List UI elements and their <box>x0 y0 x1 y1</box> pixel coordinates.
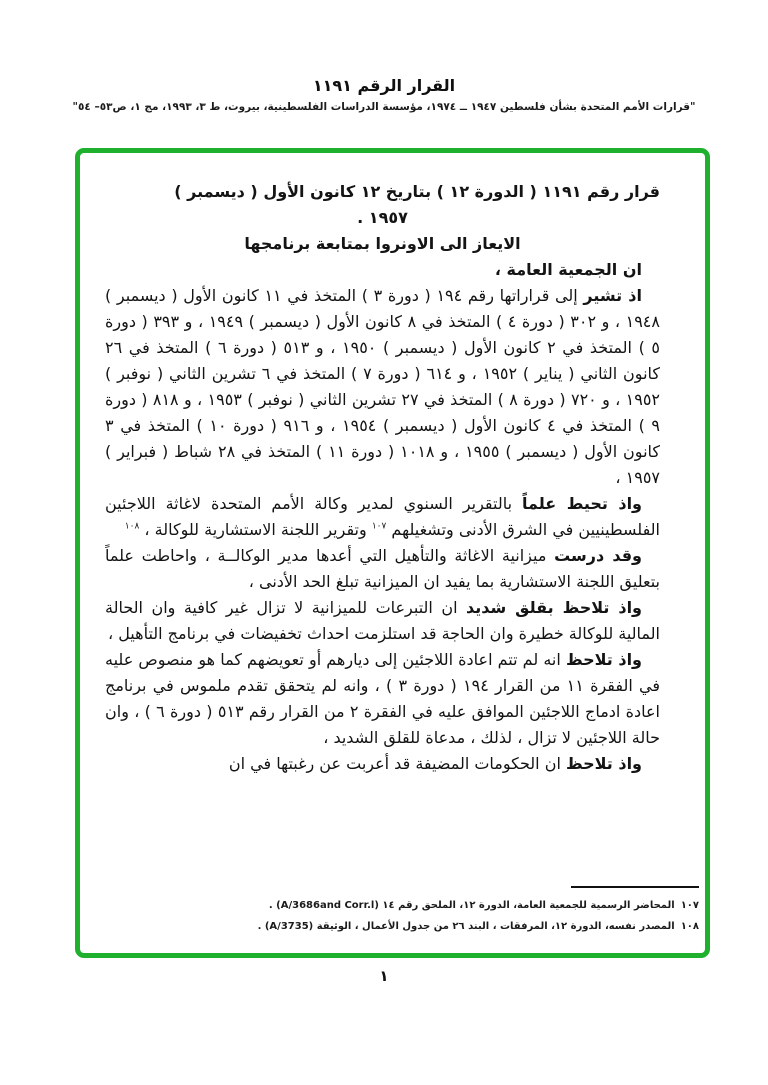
paragraph-lead: اذ تشير <box>583 286 642 305</box>
footnote-text: المصدر نفسه، الدورة ١٢، المرفقات ، البند ٢٦ من جدول الأعمال ، الوثيقة <box>313 921 675 932</box>
document-title: القرار الرقم ١١٩١ <box>312 76 456 95</box>
paragraph-lead: واذ تلاحظ بقلق شديد <box>466 598 643 617</box>
resolution-body <box>105 179 660 861</box>
resolution-heading-line2: ١٩٥٧ . <box>357 208 408 227</box>
resolution-subject: الايعاز الى الاونروا بمتابعة برنامجها <box>244 234 521 253</box>
paragraph-text: ان الحكومات المضيفة قد أعربت عن رغبتها في ان <box>228 754 566 773</box>
paragraph-text: ميزانية الاغاثة والتأهيل التي أعدها مدير الوكالــة ، واحاطت علماً بتعليق اللجنة الاستشارية بما يفيد ان الميزانية تبلغ الحد الأدنى ، <box>105 546 660 591</box>
document-citation: "قرارات الأمم المتحدة بشأن فلسطين ١٩٤٧ ــ ١٩٧٤، مؤسسة الدراسات الفلسطينية، بيروت، ط ٣، ١٩٩٣، مج ١، ص٥٣– ٥٤" <box>72 101 696 113</box>
highlight-frame <box>75 148 710 958</box>
paragraph-grave-concern <box>105 595 660 647</box>
paragraph-lead: واذ تلاحظ <box>565 650 643 669</box>
paragraph-text: إلى قراراتها رقم ١٩٤ ( دورة ٣ ) المتخذ في ١١ كانون الأول ( ديسمبر ) ١٩٤٨ ، و ٣٠٢ ( دورة ٤ ) المتخذ في ٨ كانون الأول ( ديسمبر ) ١٩٤٩ ، و ٣٩٣ ( دورة ٥ ) المتخذ في ٢ كانون الأول ( ديسمبر ) ١٩٥٠ ، و ٥١٣ ( دورة ٦ ) المتخذ في ٢٦ كانون الثاني ( يناير ) ١٩٥٢ ، و ٦١٤ ( دورة ٧ ) المتخذ في ٦ تشرين الثاني ( نوفبر ) ١٩٥٢ ، و ٧٢٠ ( دورة ٨ ) المتخذ في ٢٧ تشرين الثاني ( نوفبر ) ١٩٥٣ ، و ٨١٨ ( دورة ٩ ) المتخذ في ٤ كانون الأول ( ديسمبر ) ١٩٥٤ ، و ٩١٦ ( دورة ١٠ ) المتخذ في ٣ كانون الأول ( ديسمبر ) ١٩٥٥ ، و ١٠١٨ ( دورة ١١ ) المتخذ في ٢٨ شباط ( فبراير ) ١٩٥٧ ، <box>105 286 660 487</box>
paragraph-repatriation <box>105 647 660 751</box>
footnote-text: المحاضر الرسمية للجمعية العامة، الدورة ١٢، الملحق رقم ١٤ <box>378 900 675 911</box>
page-number: ١ <box>379 967 389 985</box>
footnote-reference-107: ١٠٧ <box>371 521 387 532</box>
paragraph-text: وتقرير اللجنة الاستشارية للوكالة ، <box>139 520 372 539</box>
paragraph-annual-report <box>105 491 660 543</box>
footnote-number: ١٠٨ <box>680 921 699 932</box>
footnote-document-ref: (A/3735) <box>264 921 314 932</box>
footnote-tail: . <box>268 900 277 911</box>
footnote-number: ١٠٧ <box>680 900 699 911</box>
resolution-heading-line1: قرار رقم ١١٩١ ( الدورة ١٢ ) بتاريخ ١٢ كانون الأول ( ديسمبر ) <box>174 182 660 201</box>
footnotes-section <box>257 886 699 937</box>
paragraph-text: بالتقرير السنوي لمدير وكالة الأمم المتحدة لاغاثة اللاجئين الفلسطينيين في الشرق الأدنى وتشغيلهم <box>105 494 660 539</box>
paragraph-lead: وقد درست <box>554 546 643 565</box>
paragraph-budget <box>105 543 660 595</box>
footnote-separator-rule <box>571 886 699 888</box>
footnote-reference-108: ١٠٨ <box>124 521 140 532</box>
paragraph-lead: واذ تحيط علماً <box>522 494 642 513</box>
footnote-107 <box>268 895 699 916</box>
resolution-opening: ان الجمعية العامة ، <box>494 260 642 279</box>
document-header <box>0 76 768 113</box>
paragraph-text: ان التبرعات للميزانية لا تزال غير كافية وان الحالة المالية للوكالة خطيرة وان الحاجة قد استلزمت احداث تخفيضات في برنامج التأهيل ، <box>105 598 660 643</box>
paragraph-recalling <box>105 283 660 491</box>
paragraph-text: انه لم تتم اعادة اللاجئين إلى ديارهم أو تعويضهم كما هو منصوص عليه في الفقرة ١١ من القرار ١٩٤ ( دورة ٣ ) ، وانه لم يتحقق تقدم ملموس في برنامج اعادة ادماج اللاجئين الموافق عليه في الفقرة ٢ من القرار رقم ٥١٣ ( دورة ٦ ) ، وان حالة اللاجئين لا تزال ، لذلك ، مدعاة للقلق الشديد ، <box>105 650 660 747</box>
paragraph-lead: واذ تلاحظ <box>565 754 642 773</box>
footnote-document-ref: (A/3686and Corr.l) <box>276 900 379 911</box>
footnote-tail: . <box>257 921 265 932</box>
footnote-108 <box>257 916 699 937</box>
paragraph-host-governments <box>105 751 660 777</box>
